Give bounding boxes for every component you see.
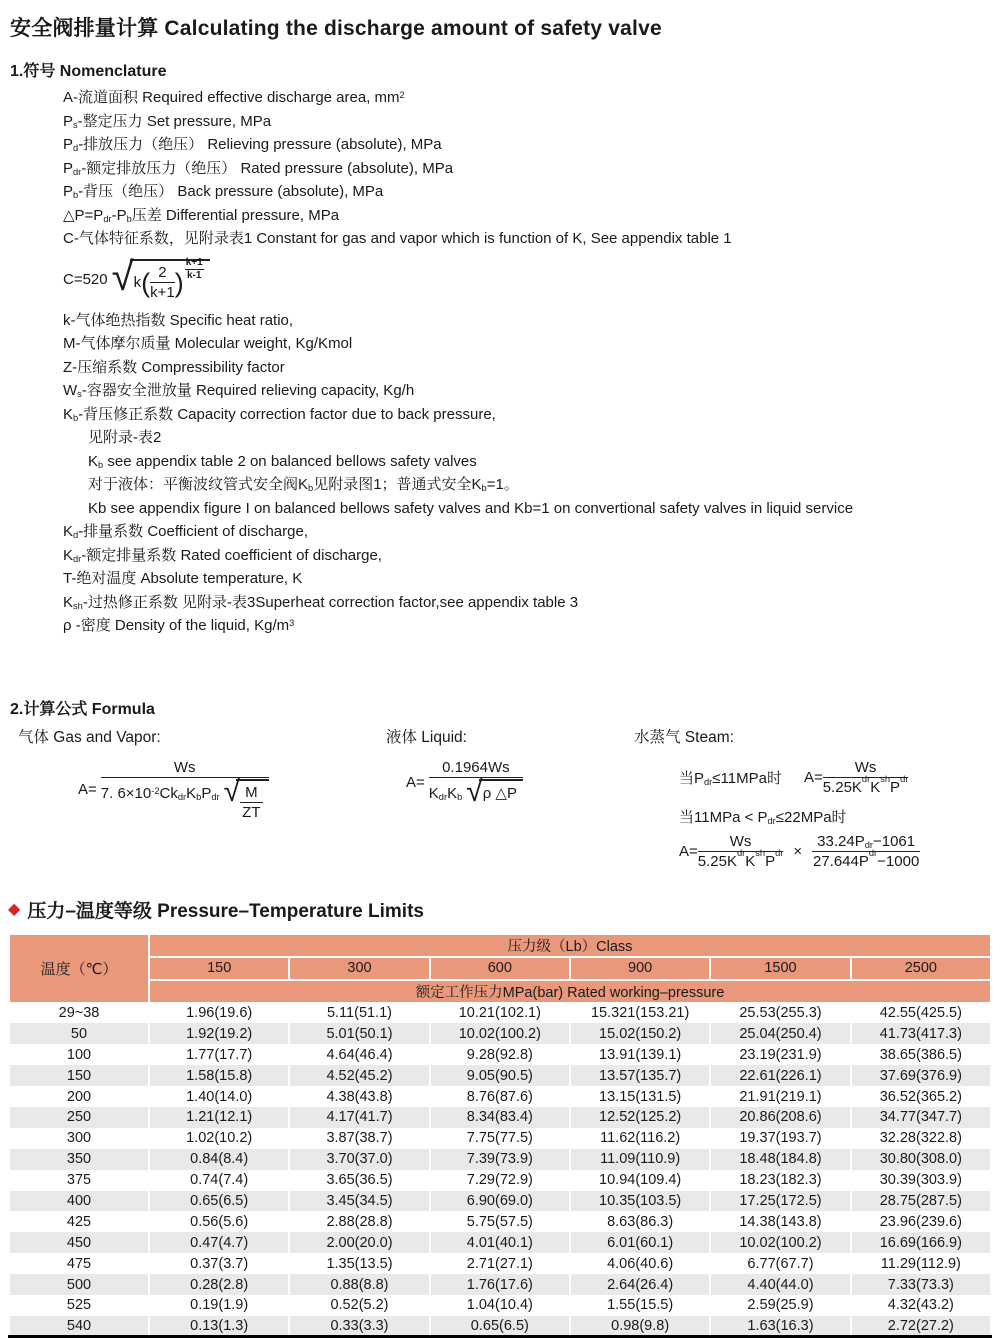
pressure-cell: 15.02(150.2) — [570, 1023, 710, 1044]
gas-formula-block — [8, 725, 386, 870]
right-paren: ) — [175, 270, 184, 297]
nomenclature-item: $P_d-$排放压力（绝压） Relieving pressure (absolute), MPa — [63, 133, 992, 157]
table-header-row-2 — [9, 957, 991, 980]
pressure-cell: 9.05(90.5) — [430, 1065, 570, 1086]
class-group-header: 压力级（Lb）Class — [149, 934, 991, 957]
nomenclature-item: 对于液体：平衡波纹管式安全阀$K_b$见附录图1；普通式安全$K_b=1$。 — [88, 473, 992, 497]
pressure-cell: 12.52(125.2) — [570, 1107, 710, 1128]
pressure-cell: 1.63(16.3) — [710, 1316, 850, 1337]
nomenclature-item: $\triangle P=P_{dr}-P_b$压差 Differential pressure, MPa — [63, 204, 992, 228]
pressure-cell: 23.19(231.9) — [710, 1044, 850, 1065]
table-row — [9, 1023, 991, 1044]
nomenclature-item: 见附录-表2 — [88, 426, 992, 450]
pressure-cell: 6.01(60.1) — [570, 1232, 710, 1253]
table-row — [9, 1253, 991, 1274]
nomenclature-item: $K_{sh}-$过热修正系数 见附录-表3Superheat correction factor,see appendix table 3 — [63, 591, 992, 615]
liquid-lhs: A= — [406, 774, 425, 791]
pressure-cell: 6.77(67.7) — [710, 1253, 850, 1274]
pressure-cell: 4.17(41.7) — [289, 1107, 429, 1128]
liquid-label: 液体 Liquid: — [386, 725, 634, 747]
pressure-cell: 1.02(10.2) — [149, 1128, 289, 1149]
gas-fraction: Ws 7. $6\times 10^{-2}Ck_{dr}K_bP_{dr}$ √ $\frac{M}{ZT}$ — [101, 759, 269, 821]
pressure-cell: 32.28(322.8) — [851, 1128, 991, 1149]
pressure-cell: 0.98(9.8) — [570, 1316, 710, 1337]
c-constant-formula — [63, 254, 992, 306]
pressure-cell: 2.71(27.1) — [430, 1253, 570, 1274]
class-header-2500: 2500 — [851, 957, 991, 980]
pressure-cell: 2.72(27.2) — [851, 1316, 991, 1337]
pressure-cell: 0.65(6.5) — [430, 1316, 570, 1337]
pressure-cell: 4.40(44.0) — [710, 1274, 850, 1295]
pressure-cell: 1.40(14.0) — [149, 1086, 289, 1107]
pressure-cell: 5.01(50.1) — [289, 1023, 429, 1044]
table-row — [9, 1274, 991, 1295]
temp-cell: 100 — [9, 1044, 149, 1065]
pressure-cell: 41.73(417.3) — [851, 1023, 991, 1044]
pressure-cell: 4.38(43.8) — [289, 1086, 429, 1107]
pressure-cell: 15.321(153.21) — [570, 1003, 710, 1024]
pressure-cell: 7.75(77.5) — [430, 1128, 570, 1149]
pressure-cell: 4.52(45.2) — [289, 1065, 429, 1086]
steam-lhs-1: A= — [804, 769, 823, 786]
pressure-cell: 8.63(86.3) — [570, 1211, 710, 1232]
pressure-cell: 25.53(255.3) — [710, 1003, 850, 1024]
pressure-cell: 23.96(239.6) — [851, 1211, 991, 1232]
pressure-cell: 17.25(172.5) — [710, 1191, 850, 1212]
table-header-row-3 — [9, 980, 991, 1003]
pressure-cell: 25.04(250.4) — [710, 1023, 850, 1044]
c-inner-fraction: $\frac{2}{k+1}$ — [150, 264, 175, 301]
liquid-fraction: 0.1964Ws $K_{dr}K_b$ √ ρ △P — [429, 759, 523, 808]
gas-label: 气体 Gas and Vapor: — [18, 725, 386, 747]
table-row — [9, 1065, 991, 1086]
pressure-cell: 2.59(25.9) — [710, 1295, 850, 1316]
pressure-cell: 10.21(102.1) — [430, 1003, 570, 1024]
table-row — [9, 1295, 991, 1316]
nomenclature-item: Z-压缩系数 Compressibility factor — [63, 356, 992, 380]
temp-cell: 500 — [9, 1274, 149, 1295]
nomenclature-item: $K_{dr}-$额定排量系数 Rated coefficient of discharge, — [63, 544, 992, 568]
steam-lhs-2: A= — [679, 843, 698, 860]
pressure-cell: 1.58(15.8) — [149, 1065, 289, 1086]
pressure-cell: 3.65(36.5) — [289, 1170, 429, 1191]
liquid-formula — [406, 759, 634, 808]
steam-condition-2: 当$11MPa < P_{dr}\le 22MPa$时 — [679, 806, 992, 827]
pressure-cell: 0.47(4.7) — [149, 1232, 289, 1253]
pressure-cell: 18.48(184.8) — [710, 1149, 850, 1170]
pressure-cell: 2.00(20.0) — [289, 1232, 429, 1253]
temp-cell: 50 — [9, 1023, 149, 1044]
nomenclature-heading: 1.符号 Nomenclature — [10, 58, 992, 81]
class-header-300: 300 — [289, 957, 429, 980]
rated-pressure-subheader: 额定工作压力MPa(bar) Rated working–pressure — [149, 980, 991, 1003]
formula-section — [8, 696, 992, 870]
gas-lhs: A= — [78, 781, 97, 798]
pressure-cell: 5.11(51.1) — [289, 1003, 429, 1024]
pressure-cell: 0.84(8.4) — [149, 1149, 289, 1170]
c-exponent-fraction: k+1 k-1 — [185, 257, 204, 281]
pressure-cell: 13.91(139.1) — [570, 1044, 710, 1065]
pressure-cell: 0.19(1.9) — [149, 1295, 289, 1316]
pressure-cell: 13.57(135.7) — [570, 1065, 710, 1086]
nomenclature-item: $P_s-$整定压力 Set pressure, MPa — [63, 110, 992, 134]
c-formula-prefix: C=520 — [63, 271, 108, 288]
nomenclature-item: ρ -密度 Density of the liquid, $Kg/m^3$ — [63, 614, 992, 638]
pressure-cell: 3.45(34.5) — [289, 1191, 429, 1212]
pt-title-text: 压力–温度等级 Pressure–Temperature Limits — [27, 896, 424, 923]
pressure-cell: 37.69(376.9) — [851, 1065, 991, 1086]
temp-cell: 375 — [9, 1170, 149, 1191]
table-row — [9, 1003, 991, 1024]
pressure-cell: 16.69(166.9) — [851, 1232, 991, 1253]
table-row — [9, 1316, 991, 1337]
pressure-cell: 2.64(26.4) — [570, 1274, 710, 1295]
nomenclature-item: $K_b$ see appendix table 2 on balanced bellows safety valves — [88, 450, 992, 474]
diamond-icon: ◆ — [8, 899, 20, 919]
nomenclature-item: $K_d-$排量系数 Coefficient of discharge, — [63, 520, 992, 544]
nomenclature-item: C-气体特征系数，见附录表1 Constant for gas and vapor which is function of K, See appendix table 1 — [63, 227, 992, 251]
gas-sqrt-fraction: $\frac{M}{ZT}$ — [240, 784, 263, 821]
pressure-cell: 42.55(425.5) — [851, 1003, 991, 1024]
pressure-cell: 5.75(57.5) — [430, 1211, 570, 1232]
pressure-cell: 10.02(100.2) — [710, 1232, 850, 1253]
nomenclature-item: $P_{dr}-$额定排放压力（绝压） Rated pressure (absolute), MPa — [63, 157, 992, 181]
pressure-cell: 8.34(83.4) — [430, 1107, 570, 1128]
nomenclature-section — [8, 58, 992, 638]
pressure-cell: 2.88(28.8) — [289, 1211, 429, 1232]
pressure-cell: 0.37(3.7) — [149, 1253, 289, 1274]
nomenclature-item: Kb see appendix figure I on balanced bellows safety valves and Kb=1 on convertional safety valves in liquid service — [88, 497, 992, 521]
pressure-cell: 0.65(6.5) — [149, 1191, 289, 1212]
pressure-cell: 1.96(19.6) — [149, 1003, 289, 1024]
pressure-cell: 4.64(46.4) — [289, 1044, 429, 1065]
gas-radical — [224, 779, 269, 821]
nomenclature-list-2 — [8, 309, 992, 638]
nomenclature-item: A-流道面积 Required effective discharge area, $mm^2$ — [63, 86, 992, 110]
pressure-cell: 9.28(92.8) — [430, 1044, 570, 1065]
pt-section-title — [8, 896, 992, 923]
nomenclature-item: $W_s-$容器安全泄放量 Required relieving capacity, Kg/h — [63, 379, 992, 403]
left-paren: ( — [141, 270, 150, 297]
class-header-900: 900 — [570, 957, 710, 980]
temp-cell: 525 — [9, 1295, 149, 1316]
pressure-cell: 1.21(12.1) — [149, 1107, 289, 1128]
pressure-cell: 7.39(73.9) — [430, 1149, 570, 1170]
pressure-cell: 1.77(17.7) — [149, 1044, 289, 1065]
pressure-cell: 4.01(40.1) — [430, 1232, 570, 1253]
nomenclature-item: $K_b-$背压修正系数 Capacity correction factor due to back pressure, — [63, 403, 992, 427]
steam-formula-2 — [679, 833, 992, 870]
pressure-cell: 1.55(15.5) — [570, 1295, 710, 1316]
pressure-cell: 18.23(182.3) — [710, 1170, 850, 1191]
pressure-cell: 11.62(116.2) — [570, 1128, 710, 1149]
pressure-cell: 7.29(72.9) — [430, 1170, 570, 1191]
steam-fraction-3: $33.24P_{dr}-1061$ 27.644P dr −1000 — [812, 833, 920, 870]
pressure-cell: 7.33(73.3) — [851, 1274, 991, 1295]
table-row — [9, 1128, 991, 1149]
pressure-cell: 28.75(287.5) — [851, 1191, 991, 1212]
pressure-temperature-table — [8, 933, 992, 1338]
multiply-sign: × — [793, 843, 802, 860]
pressure-cell: 8.76(87.6) — [430, 1086, 570, 1107]
radical-icon: √ — [466, 778, 482, 807]
temp-cell: 150 — [9, 1065, 149, 1086]
temp-cell: 475 — [9, 1253, 149, 1274]
class-header-150: 150 — [149, 957, 289, 980]
class-header-1500: 1500 — [710, 957, 850, 980]
pressure-cell: 10.35(103.5) — [570, 1191, 710, 1212]
pt-limits-section — [8, 896, 992, 1338]
table-row — [9, 1232, 991, 1253]
temp-cell: 250 — [9, 1107, 149, 1128]
pressure-cell: 0.13(1.3) — [149, 1316, 289, 1337]
pressure-cell: 4.06(40.6) — [570, 1253, 710, 1274]
temp-cell: 540 — [9, 1316, 149, 1337]
nomenclature-item: M-气体摩尔质量 Molecular weight, Kg/Kmol — [63, 332, 992, 356]
pressure-cell: 22.61(226.1) — [710, 1065, 850, 1086]
pressure-cell: 1.92(19.2) — [149, 1023, 289, 1044]
pressure-cell: 13.15(131.5) — [570, 1086, 710, 1107]
page-title: 安全阀排量计算 Calculating the discharge amount of safety valve — [10, 12, 992, 42]
pressure-cell: 30.39(303.9) — [851, 1170, 991, 1191]
formula-heading: 2.计算公式 Formula — [10, 696, 992, 719]
pressure-cell: 19.37(193.7) — [710, 1128, 850, 1149]
steam-label: 水蒸气 Steam: — [634, 725, 992, 747]
radical-icon: √ — [224, 778, 240, 807]
pressure-cell: 0.33(3.3) — [289, 1316, 429, 1337]
pressure-cell: 0.88(8.8) — [289, 1274, 429, 1295]
steam-formula-block — [634, 725, 992, 870]
radical-icon: √ — [112, 258, 134, 296]
temp-column-header: 温度（℃） — [9, 934, 149, 1003]
pressure-cell: 30.80(308.0) — [851, 1149, 991, 1170]
nomenclature-item: $P_b-$背压（绝压） Back pressure (absolute), MPa — [63, 180, 992, 204]
pressure-cell: 0.28(2.8) — [149, 1274, 289, 1295]
pressure-cell: 36.52(365.2) — [851, 1086, 991, 1107]
pressure-cell: 0.52(5.2) — [289, 1295, 429, 1316]
liquid-formula-block — [386, 725, 634, 870]
table-row — [9, 1149, 991, 1170]
table-row — [9, 1191, 991, 1212]
steam-formula-1 — [679, 759, 992, 796]
steam-fraction-2: Ws 5.25K dr K sh P dr — [698, 833, 784, 870]
table-row — [9, 1086, 991, 1107]
liquid-radical: √ ρ △P — [466, 779, 523, 808]
pressure-cell: 4.32(43.2) — [851, 1295, 991, 1316]
temp-cell: 300 — [9, 1128, 149, 1149]
nomenclature-list — [8, 86, 992, 251]
pressure-cell: 34.77(347.7) — [851, 1107, 991, 1128]
pressure-cell: 0.56(5.6) — [149, 1211, 289, 1232]
pressure-cell: 21.91(219.1) — [710, 1086, 850, 1107]
temp-cell: 400 — [9, 1191, 149, 1212]
class-header-600: 600 — [430, 957, 570, 980]
pressure-cell: 3.87(38.7) — [289, 1128, 429, 1149]
gas-formula — [78, 759, 386, 821]
table-row — [9, 1211, 991, 1232]
table-row — [9, 1044, 991, 1065]
pressure-cell: 20.86(208.6) — [710, 1107, 850, 1128]
pressure-cell: 11.29(112.9) — [851, 1253, 991, 1274]
temp-cell: 425 — [9, 1211, 149, 1232]
table-row — [9, 1107, 991, 1128]
steam-condition-1: 当$P_{dr}\le 11MPa$时 — [679, 767, 782, 788]
temp-cell: 350 — [9, 1149, 149, 1170]
pressure-cell: 1.04(10.4) — [430, 1295, 570, 1316]
pressure-cell: 6.90(69.0) — [430, 1191, 570, 1212]
pressure-cell: 11.09(110.9) — [570, 1149, 710, 1170]
pressure-cell: 10.02(100.2) — [430, 1023, 570, 1044]
pressure-cell: 3.70(37.0) — [289, 1149, 429, 1170]
pressure-cell: 38.65(386.5) — [851, 1044, 991, 1065]
temp-cell: 29~38 — [9, 1003, 149, 1024]
pressure-cell: 14.38(143.8) — [710, 1211, 850, 1232]
nomenclature-item: T-绝对温度 Absolute temperature, K — [63, 567, 992, 591]
nomenclature-item: k-气体绝热指数 Specific heat ratio, — [63, 309, 992, 333]
steam-fraction-1: Ws 5.25K dr K sh P dr — [823, 759, 909, 796]
pressure-cell: 10.94(109.4) — [570, 1170, 710, 1191]
table-row — [9, 1170, 991, 1191]
table-header-row-1 — [9, 934, 991, 957]
temp-cell: 200 — [9, 1086, 149, 1107]
pressure-cell: 0.74(7.4) — [149, 1170, 289, 1191]
formula-row — [8, 725, 992, 870]
table-body — [9, 1003, 991, 1337]
pressure-cell: 1.35(13.5) — [289, 1253, 429, 1274]
radical — [112, 259, 210, 301]
temp-cell: 450 — [9, 1232, 149, 1253]
pressure-cell: 1.76(17.6) — [430, 1274, 570, 1295]
c-formula-inner-prefix: k — [134, 274, 142, 291]
